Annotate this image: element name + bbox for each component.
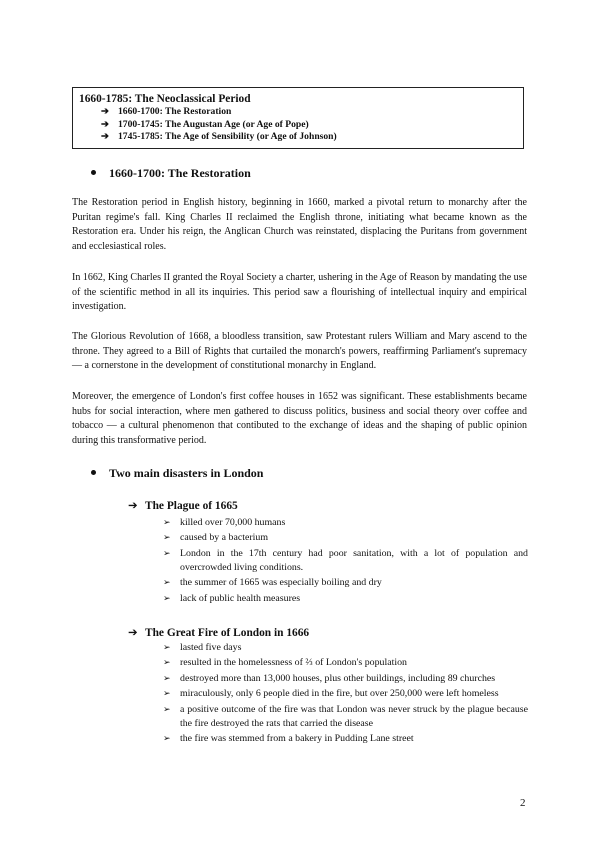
arrow-right-icon: ➔ xyxy=(101,118,110,130)
list-item: ➢ a positive outcome of the fire was that London was never struck by the plague because the fire destroyed the rats that carried the disease xyxy=(163,703,528,729)
triangle-bullet-icon: ➢ xyxy=(163,547,171,558)
triangle-bullet-icon: ➢ xyxy=(163,517,171,527)
list-item: ➢ caused by a bacterium xyxy=(163,532,269,544)
outline-item: ➔ 1700-1745: The Augustan Age (or Age of Pope) xyxy=(101,118,309,130)
triangle-bullet-icon: ➢ xyxy=(163,577,171,588)
outline-title: 1660-1785: The Neoclassical Period xyxy=(79,93,251,105)
triangle-bullet-icon: ➢ xyxy=(163,703,171,714)
triangle-bullet-icon: ➢ xyxy=(163,592,171,603)
paragraph: Moreover, the emergence of London's first coffee houses in 1652 was significant. These establishments became hubs for social interaction, where men gathered to discuss politics, business and social theory over coffee and tobacco — a cultural phenomenon that contibuted to the exchange of ideas and the shaping of public opinion during this transformative period. xyxy=(72,391,527,446)
triangle-bullet-icon: ➢ xyxy=(163,642,171,652)
triangle-bullet-icon: ➢ xyxy=(163,688,171,699)
fire-list xyxy=(163,641,528,748)
list-item: ➢ the fire was stemmed from a bakery in Pudding Lane street xyxy=(163,733,414,745)
subheading-fire: ➔ The Great Fire of London in 1666 xyxy=(128,627,310,639)
list-item: ➢ the summer of 1665 was especially boiling and dry xyxy=(163,577,382,589)
paragraph: The Restoration period in English history, beginning in 1660, marked a pivotal return to monarchy after the Puritan regime's fall. King Charles II reclaimed the English throne, initiating what became known as the Restoration era. Under his reign, the Anglican Church was reinstated, displacing the Puritans from government and ecclesiastical roles. xyxy=(72,197,527,252)
paragraph: In 1662, King Charles II granted the Royal Society a charter, ushering in the Age of Reason by mandating the use of the scientific method in all its inquiries. This period saw a flourishing of intellectual inquiry and empirical investigation. xyxy=(72,272,527,313)
arrow-right-icon: ➔ xyxy=(128,500,138,512)
list-item: ➢ resulted in the homelessness of ⅔ of London's population xyxy=(163,657,407,669)
list-item: ➢ miraculously, only 6 people died in the fire, but over 250,000 were left homeless xyxy=(163,688,499,700)
plague-list xyxy=(163,516,528,607)
outline-item: ➔ 1745-1785: The Age of Sensibility (or Age of Johnson) xyxy=(101,131,337,142)
list-item: ➢ destroyed more than 13,000 houses, plus other buildings, including 89 churches xyxy=(163,672,496,684)
list-item: ➢ London in the 17th century had poor sanitation, with a lot of population and overcrowded living conditions. xyxy=(163,547,528,573)
subheading-plague: ➔ The Plague of 1665 xyxy=(128,500,238,512)
section-heading-restoration: 1660-1700: The Restoration xyxy=(91,166,251,181)
triangle-bullet-icon: ➢ xyxy=(163,733,171,744)
paragraph: The Glorious Revolution of 1668, a bloodless transition, saw Protestant rulers William and Mary ascend to the throne. They agreed to a Bill of Rights that curtailed the monarch's powers, reaffirming Parliament's supremacy — a cornerstone in the development of constitutional monarchy in England. xyxy=(72,331,527,372)
triangle-bullet-icon: ➢ xyxy=(163,532,171,543)
outline-box xyxy=(72,87,524,149)
list-item: ➢ lasted five days xyxy=(163,642,242,653)
triangle-bullet-icon: ➢ xyxy=(163,672,171,683)
page-number: 2 xyxy=(520,797,526,809)
list-item: ➢ lack of public health measures xyxy=(163,592,301,604)
bullet-icon xyxy=(91,170,96,175)
arrow-right-icon: ➔ xyxy=(101,106,110,117)
triangle-bullet-icon: ➢ xyxy=(163,657,171,668)
section-heading-disasters: Two main disasters in London xyxy=(91,466,263,481)
arrow-right-icon: ➔ xyxy=(128,627,138,639)
list-item: ➢ killed over 70,000 humans xyxy=(163,517,286,528)
arrow-right-icon: ➔ xyxy=(101,131,110,142)
outline-item: ➔ 1660-1700: The Restoration xyxy=(101,106,232,117)
bullet-icon xyxy=(91,470,96,475)
